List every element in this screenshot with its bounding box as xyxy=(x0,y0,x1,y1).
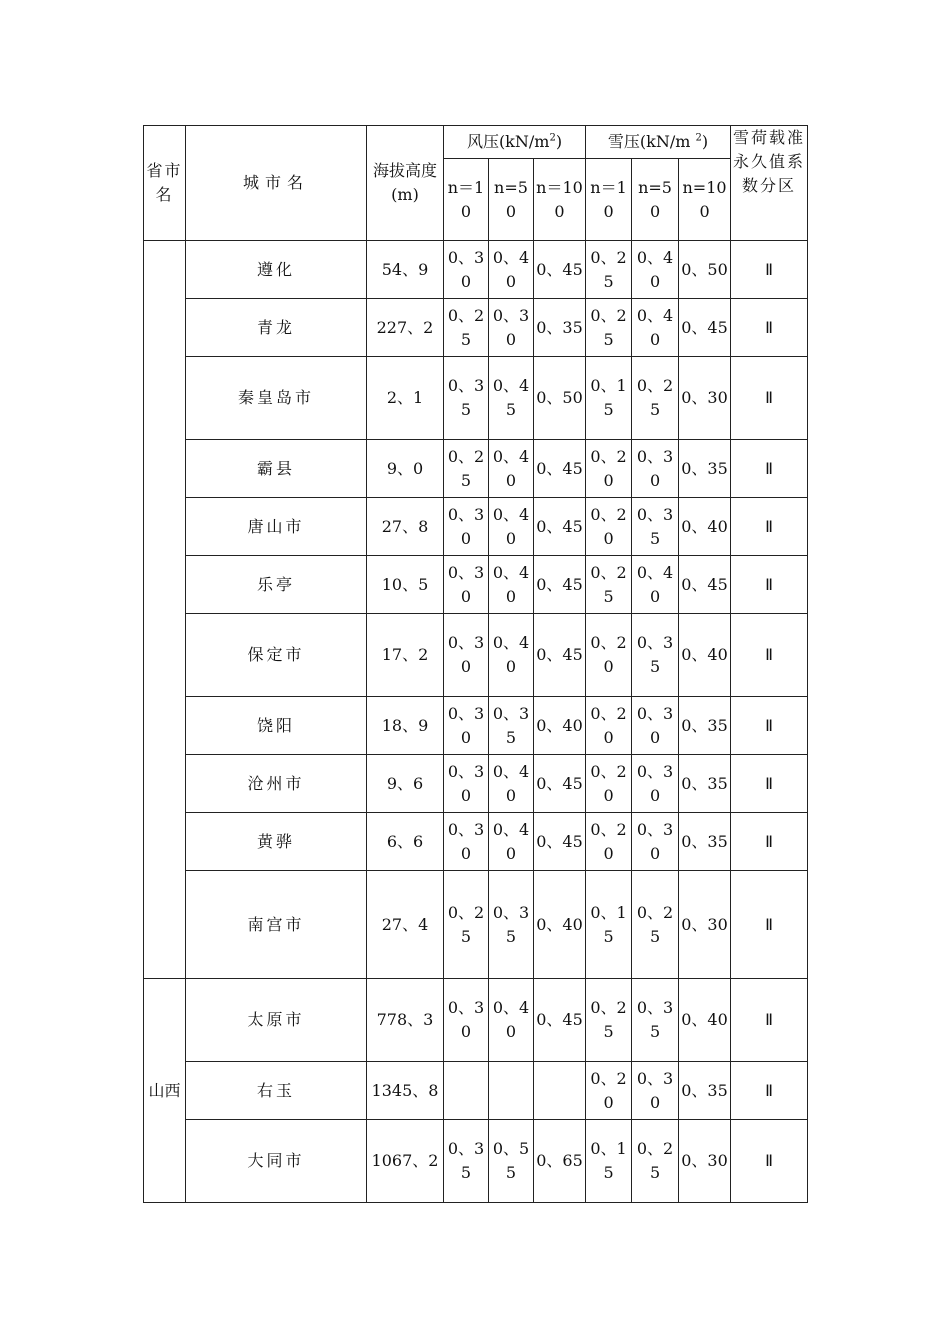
elevation-cell: 2、1 xyxy=(367,357,444,440)
wind-n50-cell: 0、35 xyxy=(489,697,534,755)
snow-n50-cell: 0、25 xyxy=(632,357,679,440)
snow-zone-cell: Ⅱ xyxy=(731,556,808,614)
snow-n100-header: n=100 xyxy=(679,159,731,241)
wind-n100-cell: 0、45 xyxy=(534,556,586,614)
snow-n100-cell: 0、30 xyxy=(679,871,731,979)
wind-n100-cell: 0、45 xyxy=(534,979,586,1062)
snow-n100-cell: 0、30 xyxy=(679,1120,731,1203)
elevation-cell: 27、8 xyxy=(367,498,444,556)
snow-n100-cell: 0、30 xyxy=(679,357,731,440)
wind-unit-sup: 2 xyxy=(549,132,556,144)
snow-n100-cell: 0、45 xyxy=(679,299,731,357)
elevation-cell: 9、0 xyxy=(367,440,444,498)
wind-n10-cell: 0、30 xyxy=(444,979,489,1062)
wind-n10-cell: 0、25 xyxy=(444,440,489,498)
snow-n50-cell: 0、30 xyxy=(632,440,679,498)
wind-n10-cell: 0、30 xyxy=(444,498,489,556)
wind-n100-cell: 0、35 xyxy=(534,299,586,357)
city-cell: 唐山市 xyxy=(186,498,367,556)
snow-zone-cell: Ⅱ xyxy=(731,614,808,697)
city-cell: 遵化 xyxy=(186,241,367,299)
snow-zone-cell: Ⅱ xyxy=(731,1062,808,1120)
wind-n100-cell: 0、45 xyxy=(534,440,586,498)
wind-n100-cell: 0、40 xyxy=(534,697,586,755)
wind-n10-cell: 0、35 xyxy=(444,357,489,440)
snow-zone-cell: Ⅱ xyxy=(731,979,808,1062)
city-cell: 右玉 xyxy=(186,1062,367,1120)
wind-n10-cell: 0、25 xyxy=(444,871,489,979)
wind-n10-cell: 0、35 xyxy=(444,1120,489,1203)
snow-n10-cell: 0、20 xyxy=(586,697,632,755)
wind-n100-cell: 0、45 xyxy=(534,614,586,697)
snow-n10-cell: 0、20 xyxy=(586,1062,632,1120)
wind-n10-cell: 0、30 xyxy=(444,755,489,813)
table-row xyxy=(144,440,808,498)
wind-n50-cell: 0、30 xyxy=(489,299,534,357)
snow-zone-cell: Ⅱ xyxy=(731,813,808,871)
city-cell: 保定市 xyxy=(186,614,367,697)
snow-n50-cell: 0、40 xyxy=(632,556,679,614)
wind-n100-cell: 0、45 xyxy=(534,241,586,299)
snow-n50-cell: 0、25 xyxy=(632,871,679,979)
wind-n100-cell: 0、45 xyxy=(534,813,586,871)
wind-n10-cell: 0、30 xyxy=(444,556,489,614)
snow-zone-cell: Ⅱ xyxy=(731,755,808,813)
table-row xyxy=(144,979,808,1062)
snow-n100-cell: 0、45 xyxy=(679,556,731,614)
snow-unit-sup: 2 xyxy=(695,132,702,144)
wind-n100-cell: 0、50 xyxy=(534,357,586,440)
snow-zone-cell: Ⅱ xyxy=(731,357,808,440)
city-cell: 乐亭 xyxy=(186,556,367,614)
snow-n100-cell: 0、35 xyxy=(679,755,731,813)
city-cell: 大同市 xyxy=(186,1120,367,1203)
city-cell: 沧州市 xyxy=(186,755,367,813)
snow-zone-cell: Ⅱ xyxy=(731,1120,808,1203)
wind-n10-cell: 0、30 xyxy=(444,241,489,299)
snow-pressure-label: 雪压(kN/m xyxy=(607,132,696,151)
wind-pressure-label: 风压(kN/m xyxy=(466,132,550,151)
wind-n50-cell: 0、40 xyxy=(489,755,534,813)
wind-n10-cell: 0、30 xyxy=(444,697,489,755)
wind-n10-cell: 0、25 xyxy=(444,299,489,357)
wind-pressure-header xyxy=(444,126,586,159)
snow-pressure-header xyxy=(586,126,731,159)
snow-zone-cell: Ⅱ xyxy=(731,697,808,755)
snow-n10-cell: 0、20 xyxy=(586,440,632,498)
province-cell xyxy=(144,241,186,979)
snow-n10-cell: 0、20 xyxy=(586,813,632,871)
table-row xyxy=(144,498,808,556)
snow-n100-cell: 0、35 xyxy=(679,813,731,871)
table-row xyxy=(144,614,808,697)
city-cell: 太原市 xyxy=(186,979,367,1062)
snow-n10-cell: 0、25 xyxy=(586,241,632,299)
city-cell: 秦皇岛市 xyxy=(186,357,367,440)
snow-n10-cell: 0、15 xyxy=(586,1120,632,1203)
wind-n100-cell: 0、45 xyxy=(534,498,586,556)
elevation-cell: 1067、2 xyxy=(367,1120,444,1203)
elevation-cell: 778、3 xyxy=(367,979,444,1062)
table-row xyxy=(144,755,808,813)
elevation-cell: 18、9 xyxy=(367,697,444,755)
wind-n50-cell: 0、40 xyxy=(489,498,534,556)
province-header: 省市名 xyxy=(144,126,186,241)
wind-n50-cell: 0、40 xyxy=(489,241,534,299)
elevation-cell: 27、4 xyxy=(367,871,444,979)
elevation-cell: 9、6 xyxy=(367,755,444,813)
snow-n100-cell: 0、35 xyxy=(679,697,731,755)
city-header: 城市名 xyxy=(186,126,367,241)
snow-n10-cell: 0、15 xyxy=(586,357,632,440)
table-row xyxy=(144,556,808,614)
snow-pressure-close: ) xyxy=(701,132,709,151)
wind-n10-header: n＝10 xyxy=(444,159,489,241)
snow-n10-cell: 0、20 xyxy=(586,755,632,813)
city-cell: 霸县 xyxy=(186,440,367,498)
wind-n10-cell xyxy=(444,1062,489,1120)
snow-n50-cell: 0、30 xyxy=(632,1062,679,1120)
city-cell: 饶阳 xyxy=(186,697,367,755)
snow-n50-cell: 0、40 xyxy=(632,299,679,357)
snow-n10-header: n＝10 xyxy=(586,159,632,241)
snow-n100-cell: 0、50 xyxy=(679,241,731,299)
snow-n50-cell: 0、35 xyxy=(632,614,679,697)
elevation-cell: 1345、8 xyxy=(367,1062,444,1120)
wind-n50-cell: 0、45 xyxy=(489,357,534,440)
table-row xyxy=(144,1062,808,1120)
elevation-cell: 54、9 xyxy=(367,241,444,299)
wind-pressure-close: ) xyxy=(555,132,563,151)
snow-n100-cell: 0、40 xyxy=(679,614,731,697)
table-row xyxy=(144,697,808,755)
wind-n100-cell: 0、45 xyxy=(534,755,586,813)
snow-zone-cell: Ⅱ xyxy=(731,241,808,299)
table-row xyxy=(144,871,808,979)
snow-zone-header: 雪荷载准永久值系数分区 xyxy=(731,126,808,241)
city-cell: 南宫市 xyxy=(186,871,367,979)
snow-zone-cell: Ⅱ xyxy=(731,440,808,498)
wind-n100-header: n＝100 xyxy=(534,159,586,241)
table-row xyxy=(144,1120,808,1203)
wind-n50-cell: 0、40 xyxy=(489,440,534,498)
climate-load-table xyxy=(143,125,808,1203)
province-cell: 山西 xyxy=(144,979,186,1203)
wind-n50-cell: 0、40 xyxy=(489,614,534,697)
snow-zone-cell: Ⅱ xyxy=(731,498,808,556)
wind-n50-cell: 0、35 xyxy=(489,871,534,979)
snow-n10-cell: 0、20 xyxy=(586,498,632,556)
snow-n10-cell: 0、25 xyxy=(586,299,632,357)
snow-n10-cell: 0、25 xyxy=(586,979,632,1062)
wind-n50-cell: 0、55 xyxy=(489,1120,534,1203)
city-cell: 黄骅 xyxy=(186,813,367,871)
snow-n50-cell: 0、30 xyxy=(632,697,679,755)
snow-n50-cell: 0、35 xyxy=(632,979,679,1062)
wind-n50-cell: 0、40 xyxy=(489,556,534,614)
city-cell: 青龙 xyxy=(186,299,367,357)
snow-n50-cell: 0、35 xyxy=(632,498,679,556)
snow-n10-cell: 0、25 xyxy=(586,556,632,614)
wind-n50-cell: 0、40 xyxy=(489,813,534,871)
snow-n10-cell: 0、15 xyxy=(586,871,632,979)
elevation-cell: 17、2 xyxy=(367,614,444,697)
snow-n50-cell: 0、40 xyxy=(632,241,679,299)
wind-n100-cell: 0、65 xyxy=(534,1120,586,1203)
wind-n50-cell xyxy=(489,1062,534,1120)
elevation-cell: 227、2 xyxy=(367,299,444,357)
wind-n10-cell: 0、30 xyxy=(444,614,489,697)
wind-n50-header: n=50 xyxy=(489,159,534,241)
snow-n100-cell: 0、35 xyxy=(679,440,731,498)
table-row xyxy=(144,357,808,440)
wind-n10-cell: 0、30 xyxy=(444,813,489,871)
snow-zone-cell: Ⅱ xyxy=(731,871,808,979)
table-row xyxy=(144,299,808,357)
table-row xyxy=(144,241,808,299)
snow-n50-cell: 0、25 xyxy=(632,1120,679,1203)
header-row-top xyxy=(144,126,808,159)
snow-n100-cell: 0、40 xyxy=(679,498,731,556)
snow-n50-header: n=50 xyxy=(632,159,679,241)
elevation-cell: 10、5 xyxy=(367,556,444,614)
wind-n100-cell: 0、40 xyxy=(534,871,586,979)
elevation-cell: 6、6 xyxy=(367,813,444,871)
table-row xyxy=(144,813,808,871)
snow-n50-cell: 0、30 xyxy=(632,755,679,813)
snow-n10-cell: 0、20 xyxy=(586,614,632,697)
wind-n100-cell xyxy=(534,1062,586,1120)
elevation-header: 海拔高度(m) xyxy=(367,126,444,241)
snow-n50-cell: 0、30 xyxy=(632,813,679,871)
snow-zone-cell: Ⅱ xyxy=(731,299,808,357)
snow-n100-cell: 0、40 xyxy=(679,979,731,1062)
wind-n50-cell: 0、40 xyxy=(489,979,534,1062)
snow-n100-cell: 0、35 xyxy=(679,1062,731,1120)
